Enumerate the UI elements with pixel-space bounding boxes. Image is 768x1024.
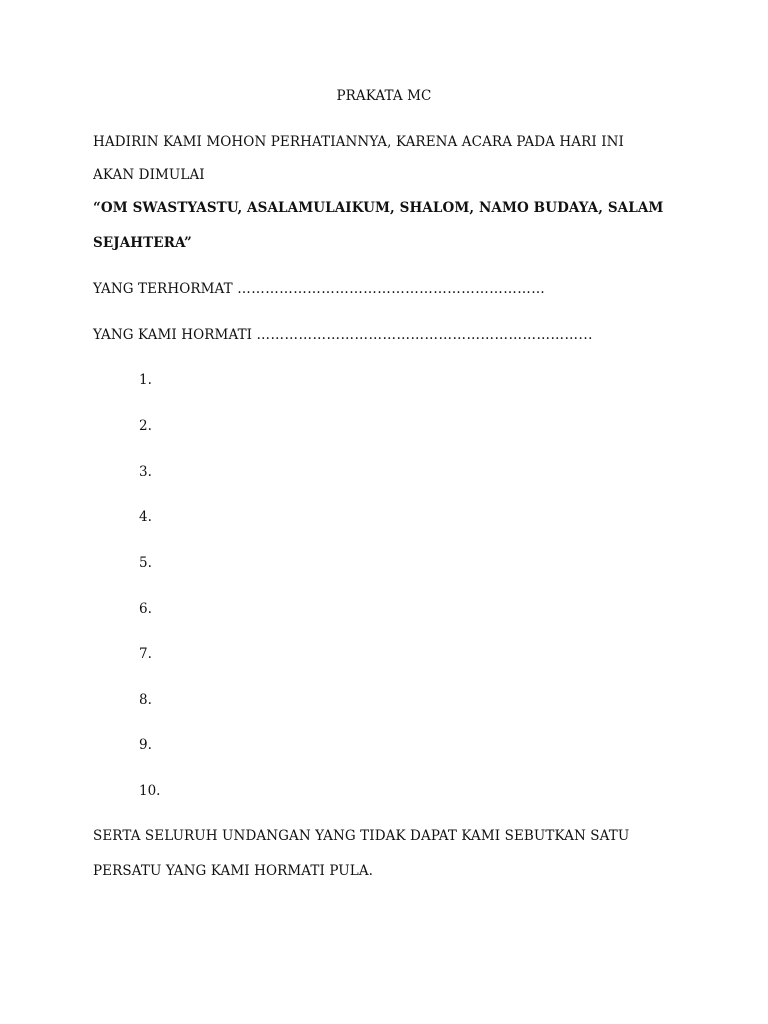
list-item: 3. xyxy=(139,464,152,480)
list-item: 4. xyxy=(139,509,152,525)
respected-label: YANG KAMI HORMATI xyxy=(93,327,253,343)
greeting-line-1: “OM SWASTYASTU, ASALAMULAIKUM, SHALOM, NAMO BUDAYA, SALAM xyxy=(93,200,664,216)
list-item: 5. xyxy=(139,555,152,571)
list-item: 2. xyxy=(139,418,152,434)
list-item: 8. xyxy=(139,692,152,708)
closing-line-2: PERSATU YANG KAMI HORMATI PULA. xyxy=(93,863,374,879)
list-item: 7. xyxy=(139,646,152,662)
honored-dots: ………………………………………………………… xyxy=(237,281,546,297)
list-item: 10. xyxy=(139,783,161,799)
honored-label: YANG TERHORMAT xyxy=(93,281,233,297)
respected-line xyxy=(93,327,593,343)
list-item: 1. xyxy=(139,372,152,388)
honored-line xyxy=(93,281,545,297)
intro-line-2: AKAN DIMULAI xyxy=(93,167,205,183)
page-title: PRAKATA MC xyxy=(336,88,432,104)
list-item: 6. xyxy=(139,601,152,617)
closing-line-1: SERTA SELURUH UNDANGAN YANG TIDAK DAPAT KAMI SEBUTKAN SATU xyxy=(93,828,630,844)
intro-line-1: HADIRIN KAMI MOHON PERHATIANNYA, KARENA ACARA PADA HARI INI xyxy=(93,134,624,150)
greeting-line-2: SEJAHTERA” xyxy=(93,235,192,251)
list-item: 9. xyxy=(139,737,152,753)
respected-dots: ……………………………………………………………... xyxy=(256,327,593,343)
